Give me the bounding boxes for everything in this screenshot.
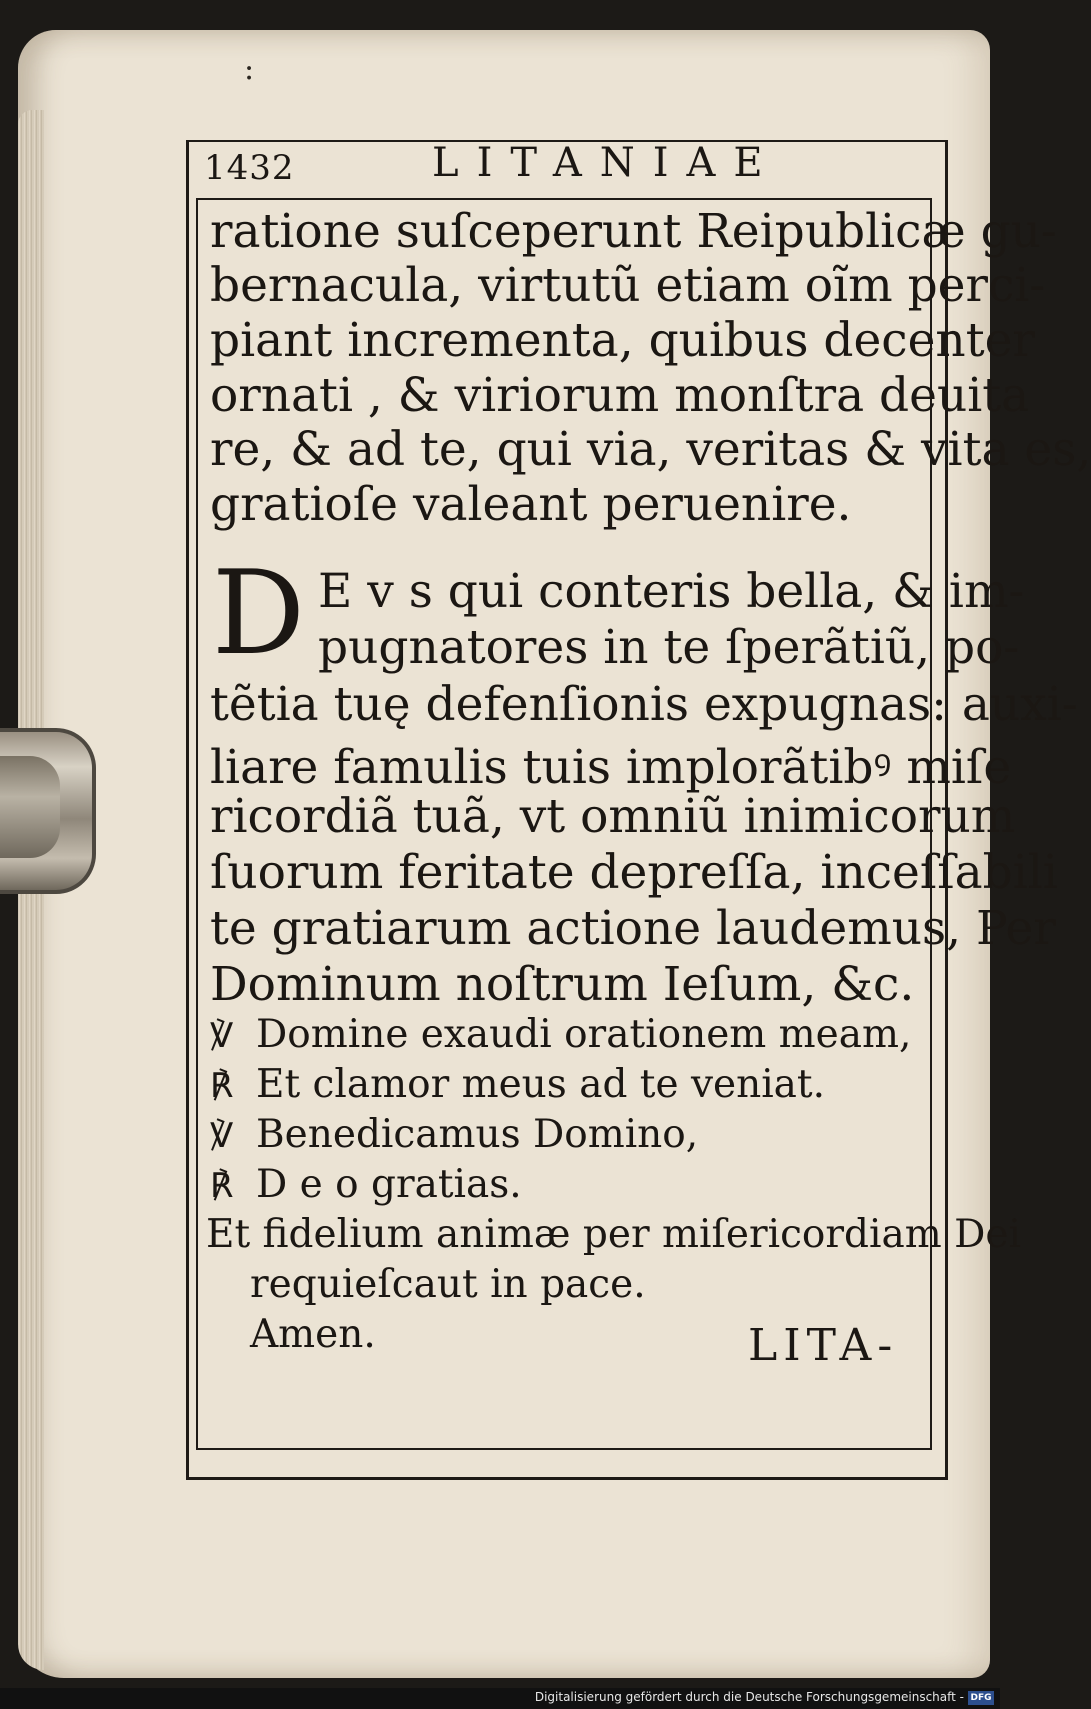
catchword: LITA-: [748, 1320, 899, 1371]
text-line: te gratiarum actione laudemus, Per: [210, 901, 1056, 956]
text-line: re, & ad te, qui via, veritas & vita es,: [210, 422, 1091, 477]
response-text: Et clamor meus ad te veniat.: [256, 1062, 825, 1107]
text-line: pugnatores in te ſperãtiũ, po-: [318, 620, 1020, 675]
top-mark: :: [244, 52, 255, 87]
text-line: ratione suſceperunt Reipublicæ gu-: [210, 204, 1057, 259]
clasp-inner: [0, 756, 60, 858]
closing-line: Amen.: [250, 1312, 376, 1357]
versicle-text: Domine exaudi orationem meam,: [256, 1012, 912, 1057]
book-clasp: [0, 728, 96, 894]
versicle-text: Benedicamus Domino,: [256, 1112, 699, 1157]
text-line: E v s qui conteris bella, & im-: [318, 564, 1025, 619]
versicle-symbol: ℣: [210, 1116, 234, 1156]
closing-line: requieſcaut in pace.: [250, 1262, 646, 1307]
text-line: Dominum noſtrum Ieſum, &c.: [210, 957, 915, 1012]
response-text: D e o gratias.: [256, 1162, 522, 1207]
response-symbol: ℟: [210, 1066, 234, 1106]
text-line: ſuorum feritate depreſſa, inceſſabili: [210, 845, 1058, 900]
text-line: liare famulis tuis implorãtibꝰ miſe: [210, 740, 1012, 795]
text-line: gratioſe valeant peruenire.: [210, 477, 852, 532]
footer-credit: Digitalisierung gefördert durch die Deutsche Forschungsgemeinschaft -: [534, 1690, 964, 1704]
text-line: piant incrementa, quibus decenter: [210, 313, 1035, 368]
versicle-symbol: ℣: [210, 1016, 234, 1056]
text-line: ornati , & viriorum monſtra deuita: [210, 368, 1030, 423]
header-rule: [196, 198, 930, 200]
running-head: LITANIAE: [432, 140, 781, 186]
dfg-logo: DFG: [968, 1691, 994, 1705]
drop-capital: D: [212, 546, 306, 681]
text-line: ricordiã tuã, vt omniũ inimicorum: [210, 789, 1016, 844]
response-symbol: ℟: [210, 1166, 234, 1206]
text-line: tẽtia tuę defenſionis expugnas: auxi-: [210, 677, 1078, 732]
page-number: 1432: [204, 148, 295, 188]
closing-line: Et fidelium animæ per miſericordiam Dei: [206, 1212, 1021, 1257]
text-line: bernacula, virtutũ etiam oĩm perci-: [210, 258, 1046, 313]
